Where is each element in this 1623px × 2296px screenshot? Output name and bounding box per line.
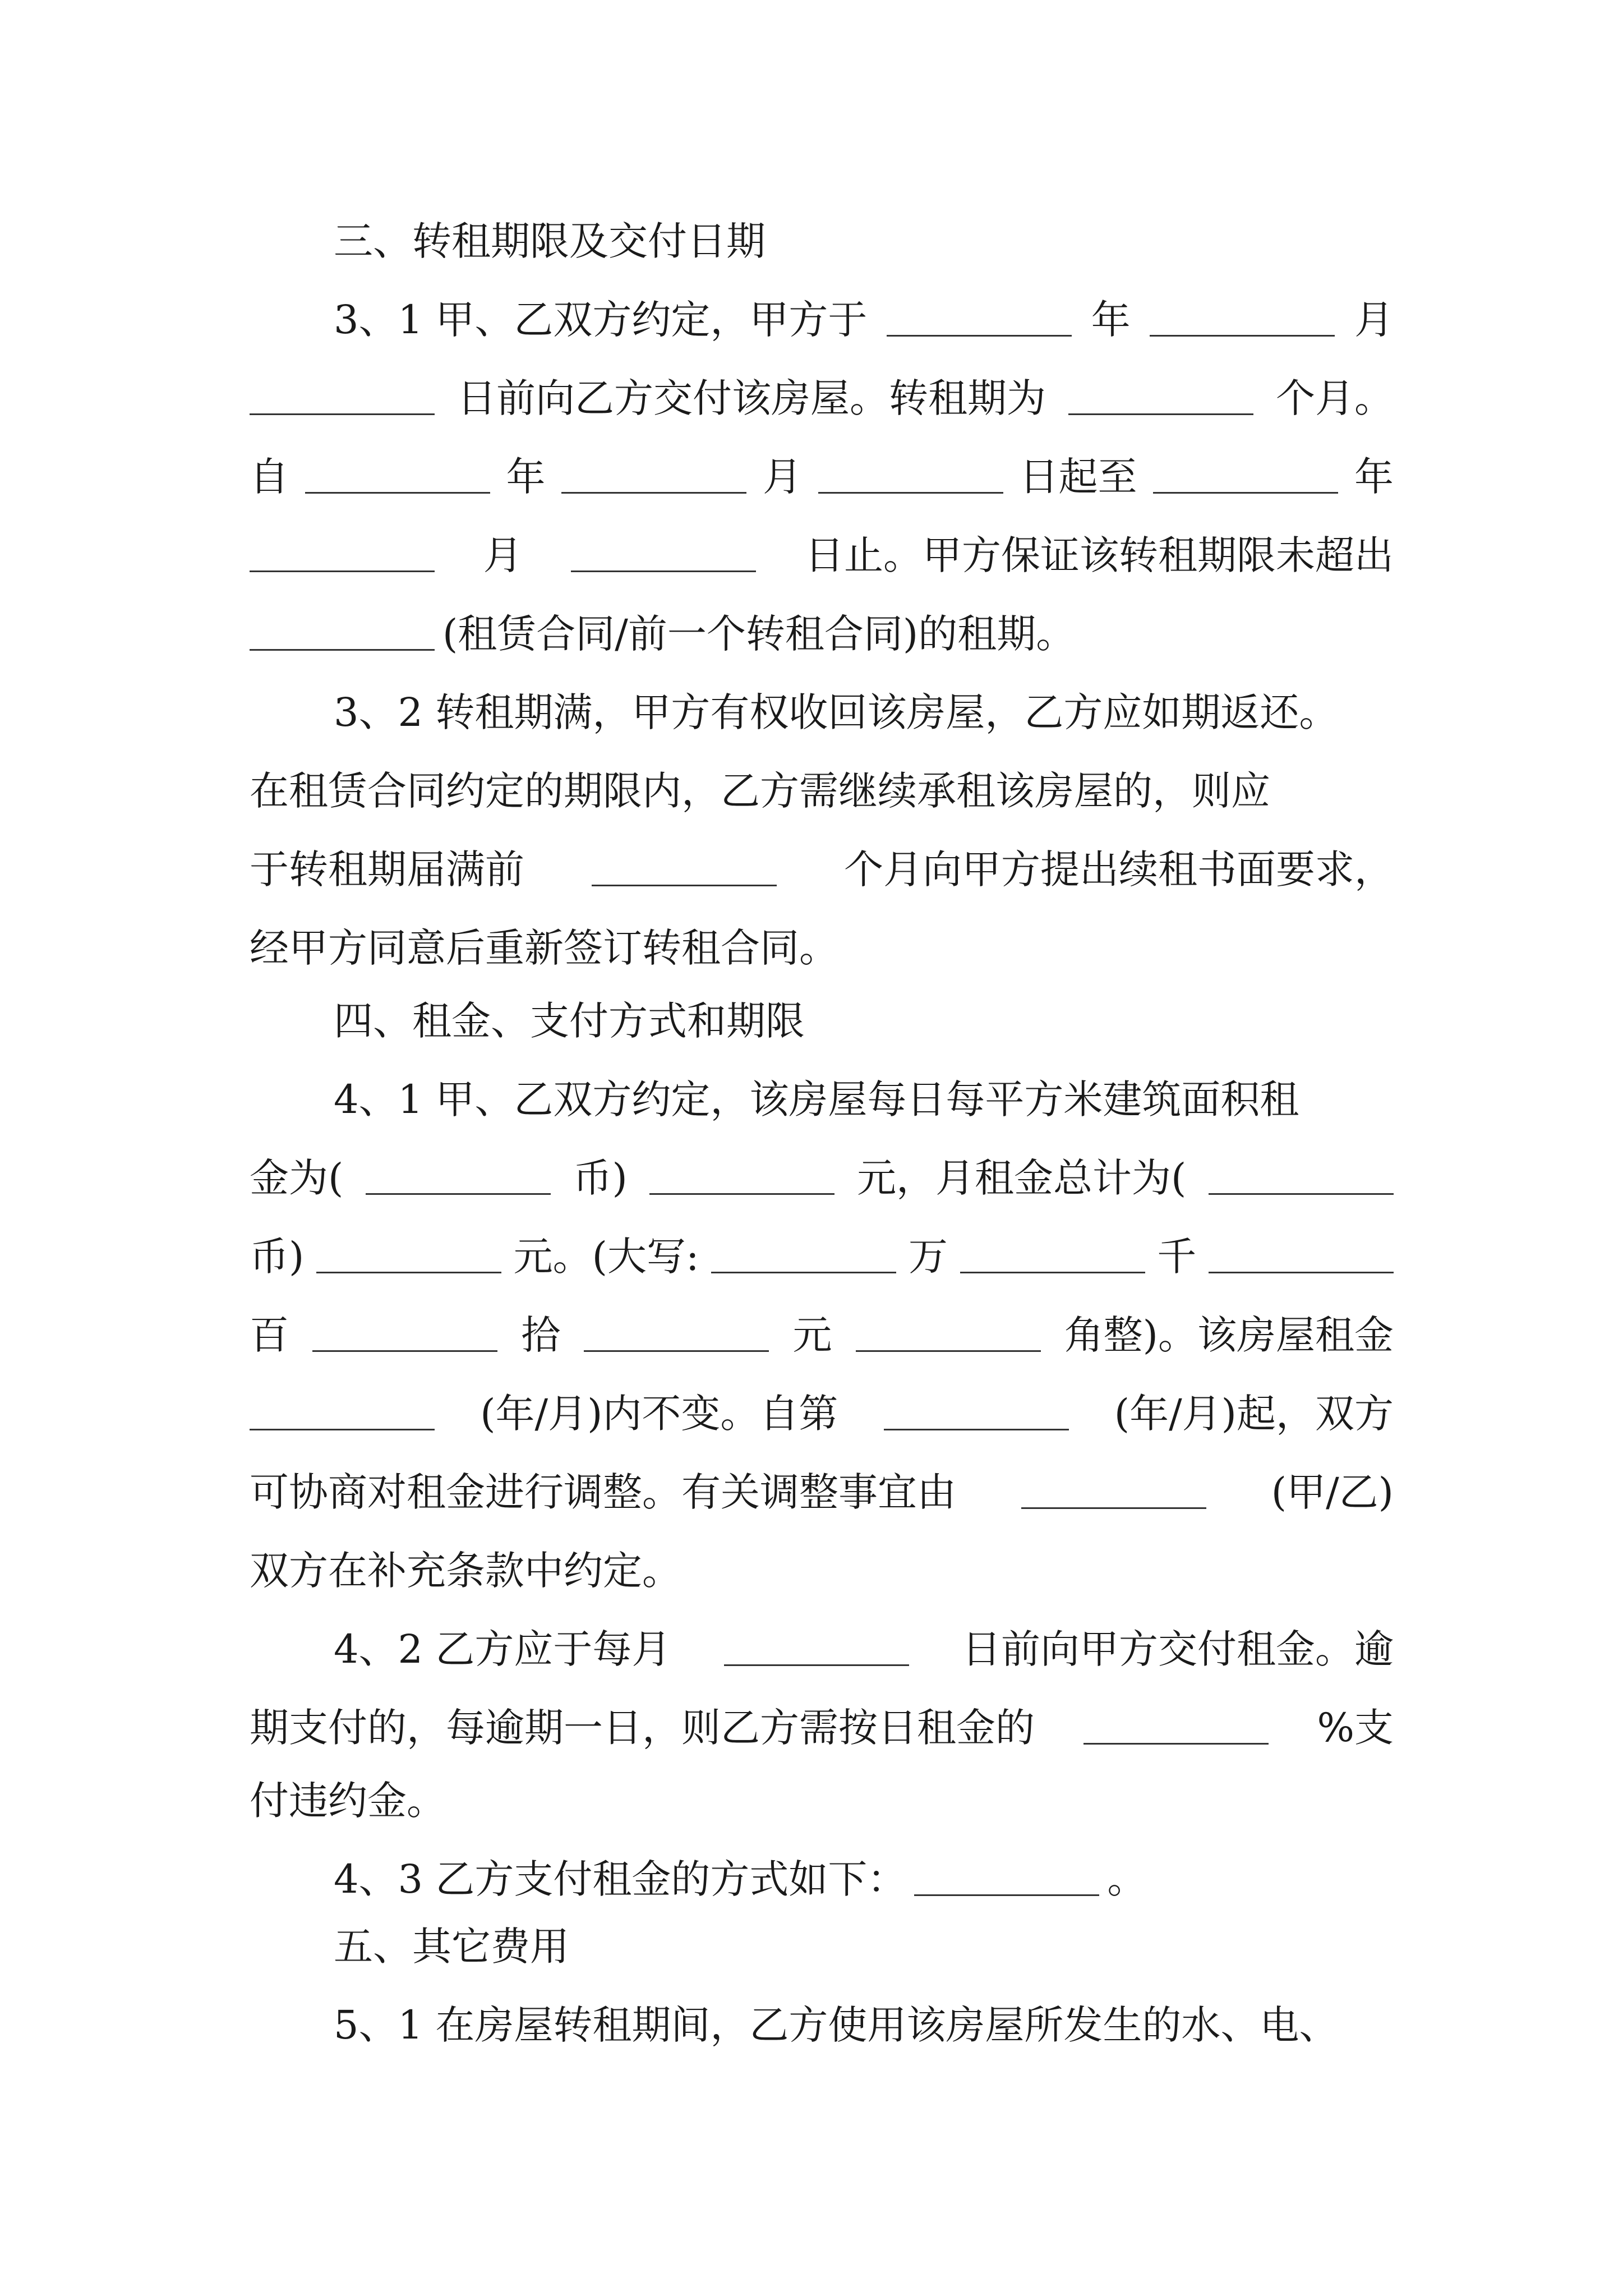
text-segment: 万 <box>908 1234 948 1280</box>
fill-in-blank[interactable] <box>1153 490 1338 494</box>
clause-3-1-line-3 <box>250 449 1394 505</box>
fill-in-blank[interactable] <box>914 1892 1099 1896</box>
clause-4-1-line-2 <box>250 1150 1394 1206</box>
text-segment: 千 <box>1157 1234 1197 1280</box>
fill-in-blank[interactable] <box>960 1269 1145 1273</box>
text-segment: 日前向甲方交付租金。逾 <box>961 1626 1394 1672</box>
text-segment: 日止。甲方保证该转租期限未超出 <box>804 532 1394 578</box>
text-segment: 金为( <box>250 1155 344 1201</box>
fill-in-blank[interactable] <box>312 1348 497 1352</box>
text-segment: 3、2 转租期满，甲方有权收回该房屋，乙方应如期返还。 <box>334 689 1339 735</box>
clause-4-1-line-4 <box>250 1307 1394 1363</box>
clause-4-2-line-2 <box>250 1700 1394 1756</box>
fill-in-blank[interactable] <box>584 1348 769 1352</box>
fill-in-blank[interactable] <box>561 490 746 494</box>
clause-4-1-line-3 <box>250 1228 1394 1285</box>
text-segment: 角整)。该房屋租金 <box>1064 1312 1394 1358</box>
text-segment: 4、1 甲、乙双方约定，该房屋每日每平方米建筑面积租 <box>334 1076 1299 1122</box>
text-segment: 三、转租期限及交付日期 <box>334 218 766 264</box>
clause-4-1-line-1 <box>334 1071 1394 1128</box>
section-heading-4 <box>334 993 1394 1049</box>
clause-4-1-line-6 <box>250 1464 1394 1520</box>
text-segment: 五、其它费用 <box>334 1924 569 1970</box>
text-segment: 3、1 甲、乙双方约定，甲方于 <box>334 297 868 343</box>
text-segment: 可协商对租金进行调整。有关调整事宜由 <box>250 1469 956 1515</box>
fill-in-blank[interactable] <box>1021 1505 1206 1509</box>
fill-in-blank[interactable] <box>724 1662 909 1666</box>
text-segment: 元。(大写: <box>513 1234 699 1280</box>
text-segment: 元 <box>792 1312 832 1358</box>
clause-4-1-line-5 <box>250 1386 1394 1442</box>
text-segment: 年 <box>506 454 546 500</box>
text-segment: 月 <box>763 454 802 500</box>
fill-in-blank[interactable] <box>571 568 756 572</box>
text-segment: 拾 <box>521 1312 561 1358</box>
text-segment: 月 <box>483 532 523 578</box>
section-heading-3 <box>334 213 1394 269</box>
fill-in-blank[interactable] <box>711 1269 896 1273</box>
section-heading-5 <box>334 1918 1394 1975</box>
fill-in-blank[interactable] <box>1068 411 1253 415</box>
clause-4-1-line-7 <box>250 1543 1394 1599</box>
text-segment: 元，月租金总计为( <box>857 1155 1187 1201</box>
clause-3-1-line-5 <box>250 606 1394 662</box>
fill-in-blank[interactable] <box>856 1348 1041 1352</box>
clause-4-2-line-1 <box>334 1621 1394 1677</box>
text-segment: 日起至 <box>1019 454 1137 500</box>
text-segment: 双方在补充条款中约定。 <box>250 1548 681 1594</box>
text-segment: 自 <box>250 454 289 500</box>
clause-3-1-line-1 <box>334 292 1394 348</box>
clause-3-2-line-3 <box>250 841 1394 898</box>
fill-in-blank[interactable] <box>1209 1269 1394 1273</box>
clause-3-1-line-2 <box>250 370 1394 426</box>
clause-4-3-line-1 <box>334 1851 1394 1907</box>
text-segment: 付违约金。 <box>250 1778 446 1824</box>
text-segment: 经甲方同意后重新签订转租合同。 <box>250 925 838 971</box>
fill-in-blank[interactable] <box>818 490 1003 494</box>
text-segment: (租赁合同/前一个转租合同)的租期。 <box>442 611 1076 657</box>
text-segment: 期支付的，每逾期一日，则乙方需按日租金的 <box>250 1705 1035 1751</box>
text-segment: %支 <box>1317 1705 1394 1751</box>
text-segment: 。 <box>1107 1856 1147 1902</box>
text-segment: (年/月)内不变。自第 <box>480 1391 838 1437</box>
clause-3-2-line-2 <box>250 763 1394 819</box>
text-segment: 于转租期届满前 <box>250 846 524 892</box>
text-segment: 5、1 在房屋转租期间，乙方使用该房屋所发生的水、电、 <box>334 2002 1339 2048</box>
text-segment: 个月。 <box>1276 375 1394 421</box>
text-segment: 四、租金、支付方式和期限 <box>334 998 805 1044</box>
text-segment: 在租赁合同约定的期限内，乙方需继续承租该房屋的，则应 <box>250 768 1270 814</box>
fill-in-blank[interactable] <box>305 490 490 494</box>
fill-in-blank[interactable] <box>250 647 435 651</box>
text-segment: 百 <box>250 1312 289 1358</box>
text-segment: 个月向甲方提出续租书面要求， <box>844 846 1394 892</box>
clause-3-1-line-4 <box>250 527 1394 583</box>
fill-in-blank[interactable] <box>884 1427 1069 1430</box>
text-segment: 币) <box>250 1234 305 1280</box>
text-segment: (甲/乙) <box>1271 1469 1394 1515</box>
fill-in-blank[interactable] <box>316 1269 501 1273</box>
clause-4-2-line-3 <box>250 1773 1394 1829</box>
text-segment: 币) <box>573 1155 628 1201</box>
fill-in-blank[interactable] <box>1083 1741 1269 1745</box>
text-segment: 4、3 乙方支付租金的方式如下： <box>334 1856 907 1902</box>
fill-in-blank[interactable] <box>592 882 777 886</box>
clause-5-1-line-1 <box>334 1997 1394 2053</box>
fill-in-blank[interactable] <box>1150 333 1335 337</box>
text-segment: 月 <box>1354 297 1394 343</box>
text-segment: 日前向乙方交付该房屋。转租期为 <box>457 375 1046 421</box>
fill-in-blank[interactable] <box>366 1191 551 1195</box>
text-segment: 4、2 乙方应于每月 <box>334 1626 671 1672</box>
fill-in-blank[interactable] <box>250 1427 435 1430</box>
fill-in-blank[interactable] <box>250 568 435 572</box>
text-segment: 年 <box>1354 454 1394 500</box>
text-segment: 年 <box>1091 297 1131 343</box>
clause-3-2-line-1 <box>334 684 1394 740</box>
fill-in-blank[interactable] <box>649 1191 834 1195</box>
text-segment: (年/月)起，双方 <box>1114 1391 1394 1437</box>
fill-in-blank[interactable] <box>1209 1191 1394 1195</box>
fill-in-blank[interactable] <box>887 333 1072 337</box>
clause-3-2-line-4 <box>250 920 1394 976</box>
fill-in-blank[interactable] <box>250 411 435 415</box>
